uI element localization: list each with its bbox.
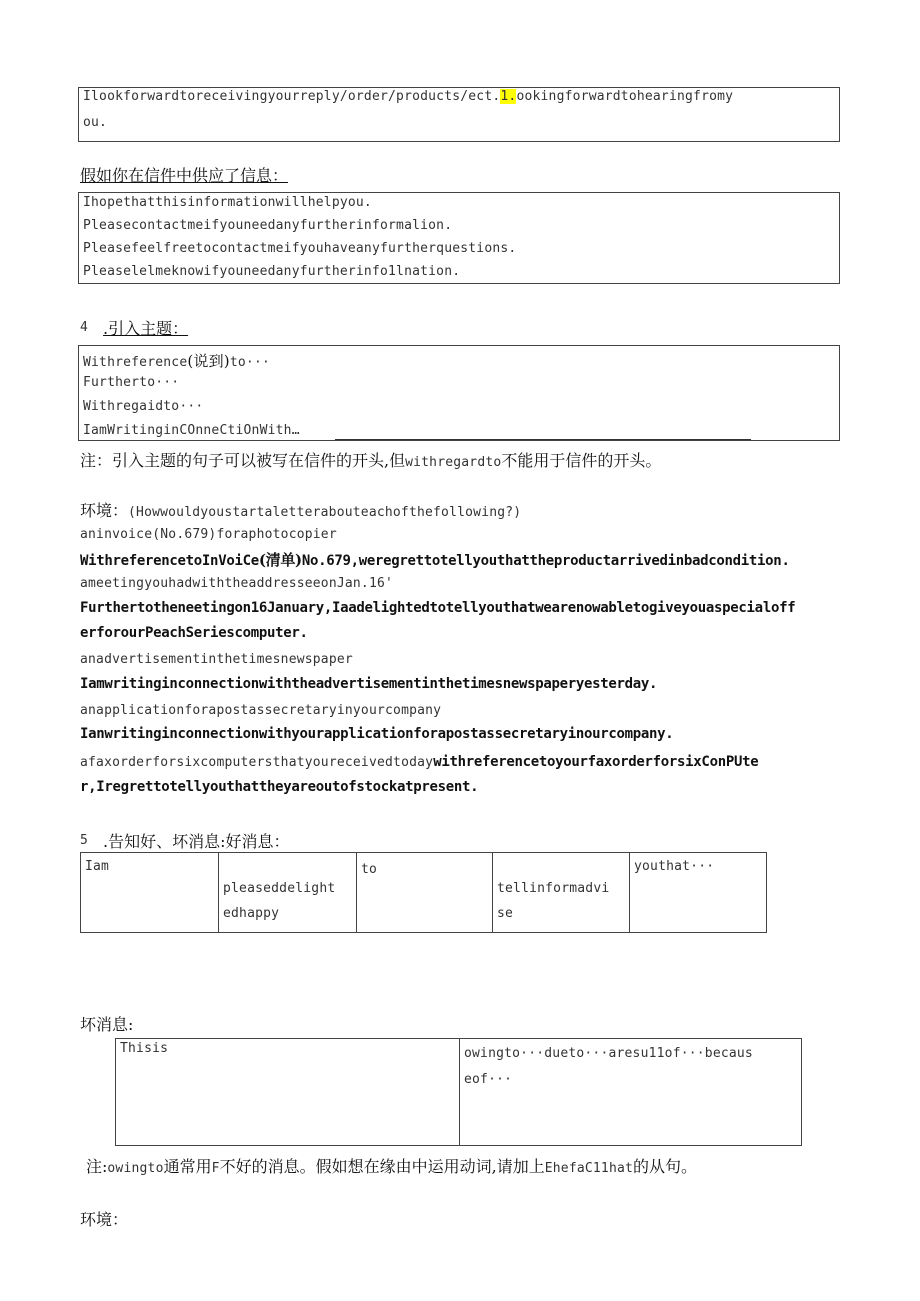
topic-note: 注：引入主题的句子可以被写在信件的开头,但withregardto不能用于信件的开头。 [80,451,662,470]
topic-phrase: Withregaidto··· [83,399,204,414]
underline-rule [335,439,751,440]
closing-phrase-box [78,87,840,142]
table-cell: pleaseddelight edhappy [219,853,357,932]
table-cell: tellinformadvi se [493,853,630,932]
exercise-answer: erforourPeachSeriescomputer. [80,625,308,641]
section-4-number: 4 [80,320,89,335]
info-phrase: Pleasecontactmeifyouneedanyfurtherinformalion. [83,218,453,233]
exercise-prompt-answer: afaxorderforsixcomputersthatyoureceivedtodaywithreferencetoyourfaxorderforsixConPUte [80,754,759,770]
topic-phrase: Furtherto··· [83,375,180,390]
footer-label: 环境： [80,1210,129,1229]
table-cell: owingto···dueto···aresu11of···becaus eof··· [464,1046,753,1087]
info-phrase: Ihopethatthisinformationwillhelpyou. [83,195,372,210]
exercise-intro: 环境：(Howwouldyoustartaletterabouteachofthefollowing?) [80,501,522,520]
good-news-table [80,852,767,933]
exercise-prompt: aninvoice(No.679)foraphotocopier [80,527,337,542]
closing-phrase-line-2: ou. [83,115,108,130]
exercise-answer: Iamwritinginconnectionwiththeadvertisementinthetimesnewspaperyesterday. [80,676,658,692]
topic-phrase: IamWritinginCOnneCtiOnWith… [83,423,300,438]
info-heading: 假如你在信件中供应了信息： [80,166,289,185]
table-cell: Thisis [116,1039,460,1145]
topic-phrase: Withreference(说到)to··· [83,352,271,370]
bad-news-heading: 坏消息: [80,1015,134,1034]
exercise-answer: Furthertotheneetingon16January,Iaadelightedtotellyouthatwearenowabletogiveyouaspecialoff [80,600,796,616]
section-4-heading: .引入主题： [103,319,189,338]
exercise-answer: r,Iregrettotellyouthattheyareoutofstockatpresent. [80,779,479,795]
section-5-number: 5 [80,833,89,848]
bad-news-table [115,1038,802,1146]
exercise-answer: Ianwritinginconnectionwithyourapplicationforapostassecretaryinourcompany. [80,726,674,742]
exercise-prompt: anapplicationforapostassecretaryinyourcompany [80,703,442,718]
exercise-prompt: anadvertisementinthetimesnewspaper [80,652,353,667]
highlighted-text: 1. [500,89,517,104]
section-5-heading: .告知好、坏消息:好消息： [103,832,290,851]
topic-phrases-box [78,345,840,441]
table-cell: Iam [81,853,219,932]
table-cell: youthat··· [634,859,715,874]
table-cell: to [357,853,493,932]
closing-phrase-line-1: Ilookforwardtoreceivingyourreply/order/products/ect.1.ookingforwardtohearingfromy [83,89,734,104]
bad-news-note: 注:owingto通常用F不好的消息。假如想在缘由中运用动词,请加上EhefaC11hat的从句。 [86,1157,698,1176]
exercise-answer: WithreferencetoInVoiCe(清单)No.679,weregrettotellyouthattheproductarrivedinbadcondition. [80,551,790,569]
info-phrase: Pleaselelmeknowifyouneedanyfurtherinfo1lnation. [83,264,461,279]
exercise-prompt: ameetingyouhadwiththeaddresseeonJan.16' [80,576,394,591]
info-phrase: Pleasefeelfreetocontactmeifyouhaveanyfurtherquestions. [83,241,517,256]
info-phrases-box [78,192,840,284]
